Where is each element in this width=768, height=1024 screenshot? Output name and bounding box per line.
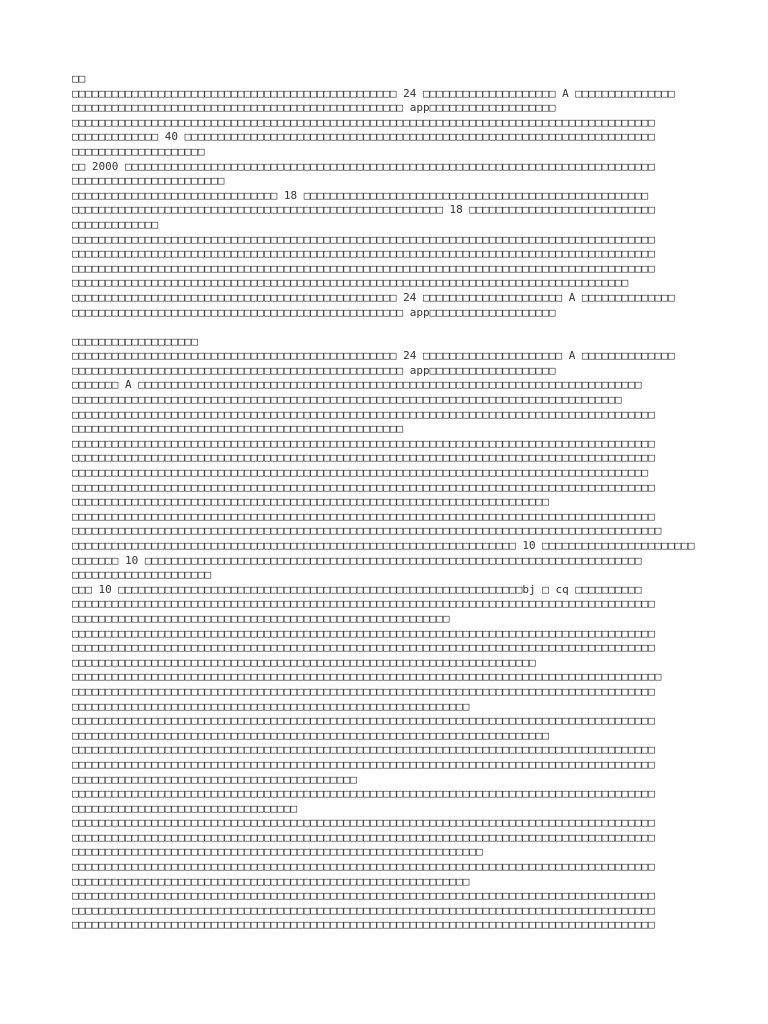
text-line: □□□□□□□□□□□□□□□□□□□□□□□ [72, 174, 225, 188]
text-line: □□□□□□□□□□□□□□□□□□□□□ [72, 568, 212, 582]
text-line: □□□□□□□□□□□□□□□□□□□□□□□□□□□□□□□□□□□□□□□□□□□□□□□□□□□□□□□□□□□□ [72, 874, 470, 888]
text-line: □□□□□□□□□□□□□□□□□□□□□□□□□□□□□□□□□□□□□□□□□□□□□□□□□ 24 □□□□□□□□□□□□□□□□□□□□□ A □□□□□□□□□□□□□□ [72, 290, 675, 304]
text-line: □□□□□□□□□□□□□□□□□□□□□□□□□□□□□□□□□□□□□□□□□□□□□□□□□ 24 □□□□□□□□□□□□□□□□□□□□□ A □□□□□□□□□□□□□□ [72, 349, 675, 363]
text-line: □□□□□□□□□□□□□□□□□□□□□□□□□□□□□□□□□□□□□□□□□□□□□□□□□□□□□□□□□□□□□□□□□□□□□□□□□□□□□□□□□□□□□□□□ [72, 889, 655, 903]
text-line: □□□□□□□□□□□□□□□□□□□□□□□□□□□□□□□□□□□□□□□□□□□□□□□□□□□□□□□□ 18 □□□□□□□□□□□□□□□□□□□□□□□□□□□□ [72, 203, 655, 217]
text-line: □□□□□□□□□□□□□□□□□□□□□□□□□□□□□□□□□□□□□□□□□□□□□□□□□□□□□□□□□□□□□□□□□□□□□□□□□□□□□□□□□□□□□□□□ [72, 787, 655, 801]
text-line: □□□□□□□□□□□□□□□□□□□□□□□□□□□□□□□□□□□□□□□□□□□□□□□□□□ app□□□□□□□□□□□□□□□□□□□ [72, 305, 556, 319]
text-line: □□□□□□□□□□□□□□□□□□□□□□□□□□□□□□□□□□□□□□□□□□□□□□□□□□□□□□□□□□□□□□□□□□□□□□□□□□□□□□□□□□□□□□□□□ [72, 524, 662, 538]
text-line: □□□ 10 □□□□□□□□□□□□□□□□□□□□□□□□□□□□□□□□□□□□□□□□□□□□□□□□□□□□□□□□□□□□□bj □ cq □□□□□□□□□□ [72, 582, 642, 596]
text-line: □□□□□□□□□□□□□□□□□□□□□□□□□□□□□□□□□□□□□□□□□□□□□□□□□□□□□□□□□□□□□□□□□□□□□□□□□□□□□□□□□□□□□□□□ [72, 641, 655, 655]
text-line: □□□□□□□□□□□□□□□□□□□□□□□□□□□□□□□□□□□□□□□□□□□□□□□□□ 24 □□□□□□□□□□□□□□□□□□□□ A □□□□□□□□□□□□□□□ [72, 86, 675, 100]
text-line: □□□□□□□□□□□□□□□□□□□□□□□□□□□□□□□ 18 □□□□□□□□□□□□□□□□□□□□□□□□□□□□□□□□□□□□□□□□□□□□□□□□□□□□ [72, 188, 649, 202]
text-line: □□□□□□□□□□□□□□□□□□□□□□□□□□□□□□□□□□□□□□□□□□□□□□□□□□□□□□□□□□□□□□□□□□□□□□□□ [72, 728, 549, 742]
text-line: □□□□□□□□□□□□□□□□□□□□□□□□□□□□□□□□□□□□□□□□□□□□□□□□□□ [72, 422, 404, 436]
text-line: □□□□□□□□□□□□□□□□□□□□□□□□□□□□□□□□□□□□□□□□□□□□□□□□□□□□□□□□□□□□□□□□□□□□□□□□□□□□□□□□□□□□□□□□ [72, 261, 655, 275]
text-line: □□□□□□□□□□□□□□□□□□□□□□□□□□□□□□□□□□□□□□□□□□□□□□□□□□ app□□□□□□□□□□□□□□□□□□□ [72, 363, 556, 377]
text-line: □□□□□□□□□□□□□□□□□□□□□□□□□□□□□□□□□□□□□□□□□□□□□□□□□□□□□□□□□□□□□□□□□□□□□□□□□□□□□□□□□□□□□□□□ [72, 714, 655, 728]
text-line: □□□□□□□□□□□□□□□□□□□□□□□□□□□□□□□□□□□□□□□□□□□□□□□□□□□□□□□□□□□□□□□□□□□□□□□□□□□□□□□□□□□□□□□□ [72, 743, 655, 757]
text-line: □□□□□□□□□□□□□□□□□□□□□□□□□□□□□□□□□□□□□□□□□□□□□□□□□□□□□□□□□□□□□□□□□□□□□□□□□□□□□□□□□□□□ [72, 276, 629, 290]
text-line: □□□□□□□□□□□□□□□□□□□ [72, 334, 198, 348]
text-line: □□□□□□□□□□□□□□□□□□□□□□□□□□□□□□□□□□□□□□□□□□□□□□□□□□□□□□□□□□□□ [72, 699, 470, 713]
text-line: □□□□□□□□□□□□□□□□□□□□□□□□□□□□□□□□□□□□□□□□□□□□□□□□□□□□□□□□□□□□□□□□□□□□□□□□□□□□□□□□□□□□□□□□ [72, 918, 655, 932]
text-line: □□□□□□□□□□□□□□□□□□□□□□□□□□□□□□□□□□□□□□□□□□□□□□□□□□□□□□□□□□□□□□□□□□□□□□□□□□□□□□□□□□□□□□□□ [72, 232, 655, 246]
text-line: □□□□□□□□□□□□□□□□□□□□□□□□□□□□□□□□□□□□□□□□□□□□□□□□□□□□□□□□□□□□□□□□□□□□□□□□□□□□□□□□□□□□□□□□ [72, 247, 655, 261]
text-line: □□□□□□□□□□□□□□□□□□□□□□□□□□□□□□□□□□□□□□□□□□□□□□□□□□□□□□□□□□□□□□□□□□□□□□□□□□□□□□□□□□□□□□□□ [72, 860, 655, 874]
text-line: □□□□□□□□□□□□□□□□□□□□□□□□□□□□□□□□□□□□□□□□□□□□□□□□□□□□□□□□□□□□□□□□□□□□□□□□□□□□□□□□□□□□□□□□ [72, 436, 655, 450]
document-body [72, 72, 712, 933]
text-line: □□□□□□□□□□□□□□□□□□□□□□□□□□□□□□□□□□□□□□□□□□□□□□□□□□□□□□□□□□□□□□□□□□□□□□□□□□□□□□□□□□□□□□□ [72, 466, 649, 480]
text-line: □□□□□□□□□□□□□□□□□□□□ [72, 144, 205, 158]
text-line: □□□□□□□□□□□□□□□□□□□□□□□□□□□□□□□□□□ [72, 801, 298, 815]
text-line: □□□□□□□□□□□□□□□□□□□□□□□□□□□□□□□□□□□□□□□□□□□□□□□□□□□□□□□□□□□□□□□□□□□□□□ [72, 655, 536, 669]
text-line: □□□□□□□□□□□□□□□□□□□□□□□□□□□□□□□□□□□□□□□□□□□□□□□□□□□□□□□□□□□□□□□□□□□□□□□□ [72, 495, 549, 509]
text-line: □□□□□□□□□□□□□□□□□□□□□□□□□□□□□□□□□□□□□□□□□□□□□□□□□□□□□□□□□□□□□□□□□□□□□□□□□□□□□□□□□□□□□□□□ [72, 757, 655, 771]
text-line: □□□□□□□□□□□□□□□□□□□□□□□□□□□□□□□□□□□□□□□□□□□□□□□□□□□□□□□□□□□□□□□□□□□□□□□□□□□□□□□□□□□□□□□□□ [72, 670, 662, 684]
text-line: □□□□□□□□□□□□□□□□□□□□□□□□□□□□□□□□□□□□□□□□□□□ [72, 772, 357, 786]
text-line: □□□□□□□□□□□□□□□□□□□□□□□□□□□□□□□□□□□□□□□□□□□□□□□□□□□□□□□□□□□□□□□□□□□□□□□□□□□□□□□□□□□□□□□□ [72, 626, 655, 640]
text-line: □□□□□□□□□□□□□□□□□□□□□□□□□□□□□□□□□□□□□□□□□□□□□□□□□□□□□□□□□□□□□□ [72, 845, 483, 859]
text-line: □□□□□□□□□□□□□□□□□□□□□□□□□□□□□□□□□□□□□□□□□□□□□□□□□□□□□□□□□□□□□□□□□□□□□□□□□□□□□□□□□□□□□□□□ [72, 115, 655, 129]
text-line: □□□□□□□□□□□□□□□□□□□□□□□□□□□□□□□□□□□□□□□□□□□□□□□□□□□□□□□□□□□□□□□□□□□□□□□□□□□□□□□□□□□□□□□□ [72, 830, 655, 844]
text-line: □□□□□□□□□□□□□□□□□□□□□□□□□□□□□□□□□□□□□□□□□□□□□□□□□□□□□□□□□□□□□□□□□□□□□□□□□□□□□□□□□□□ [72, 393, 622, 407]
text-line: □□□□□□□□□□□□□□□□□□□□□□□□□□□□□□□□□□□□□□□□□□□□□□□□□□□□□□□□□□□□□□□□□□□□□□□□□□□□□□□□□□□□□□□□ [72, 407, 655, 421]
text-line: □□□□□□□□□□□□□□□□□□□□□□□□□□□□□□□□□□□□□□□□□□□□□□□□□□□□□□□□□ [72, 611, 450, 625]
text-line: □□□□□□□□□□□□□□□□□□□□□□□□□□□□□□□□□□□□□□□□□□□□□□□□□□□□□□□□□□□□□□□□□□□□□□□□□□□□□□□□□□□□□□□□ [72, 480, 655, 494]
text-line: □□□□□□□□□□□□□ 40 □□□□□□□□□□□□□□□□□□□□□□□□□□□□□□□□□□□□□□□□□□□□□□□□□□□□□□□□□□□□□□□□□□□□□□□ [72, 130, 655, 144]
text-line: □□ [72, 72, 86, 85]
text-line: □□□□□□□□□□□□□□□□□□□□□□□□□□□□□□□□□□□□□□□□□□□□□□□□□□□□□□□□□□□□□□□□□□□□□□□□□□□□□□□□□□□□□□□□ [72, 903, 655, 917]
text-line: □□□□□□□□□□□□□□□□□□□□□□□□□□□□□□□□□□□□□□□□□□□□□□□□□□□□□□□□□□□□□□□□□□□□□□□□□□□□□□□□□□□□□□□□ [72, 684, 655, 698]
text-line: □□□□□□□□□□□□□□□□□□□□□□□□□□□□□□□□□□□□□□□□□□□□□□□□□□□□□□□□□□□□□□□□□□□ 10 □□□□□□□□□□□□□□□□□□□□□□□ [72, 539, 695, 552]
text-line: □□□□□□□□□□□□□□□□□□□□□□□□□□□□□□□□□□□□□□□□□□□□□□□□□□ app□□□□□□□□□□□□□□□□□□□ [72, 101, 556, 115]
text-line: □□□□□□□□□□□□□ [72, 217, 159, 231]
text-line: □□□□□□□□□□□□□□□□□□□□□□□□□□□□□□□□□□□□□□□□□□□□□□□□□□□□□□□□□□□□□□□□□□□□□□□□□□□□□□□□□□□□□□□□ [72, 451, 655, 465]
text-line: □□ 2000 □□□□□□□□□□□□□□□□□□□□□□□□□□□□□□□□□□□□□□□□□□□□□□□□□□□□□□□□□□□□□□□□□□□□□□□□□□□□□□□□ [72, 159, 655, 173]
text-line: □□□□□□□ 10 □□□□□□□□□□□□□□□□□□□□□□□□□□□□□□□□□□□□□□□□□□□□□□□□□□□□□□□□□□□□□□□□□□□□□□□□□□□ [72, 553, 642, 567]
paragraph-gap [72, 320, 712, 335]
text-line: □□□□□□□□□□□□□□□□□□□□□□□□□□□□□□□□□□□□□□□□□□□□□□□□□□□□□□□□□□□□□□□□□□□□□□□□□□□□□□□□□□□□□□□□ [72, 597, 655, 611]
text-line: □□□□□□□□□□□□□□□□□□□□□□□□□□□□□□□□□□□□□□□□□□□□□□□□□□□□□□□□□□□□□□□□□□□□□□□□□□□□□□□□□□□□□□□□ [72, 816, 655, 830]
text-line: □□□□□□□ A □□□□□□□□□□□□□□□□□□□□□□□□□□□□□□□□□□□□□□□□□□□□□□□□□□□□□□□□□□□□□□□□□□□□□□□□□□□□ [72, 378, 642, 392]
text-line: □□□□□□□□□□□□□□□□□□□□□□□□□□□□□□□□□□□□□□□□□□□□□□□□□□□□□□□□□□□□□□□□□□□□□□□□□□□□□□□□□□□□□□□□ [72, 509, 655, 523]
